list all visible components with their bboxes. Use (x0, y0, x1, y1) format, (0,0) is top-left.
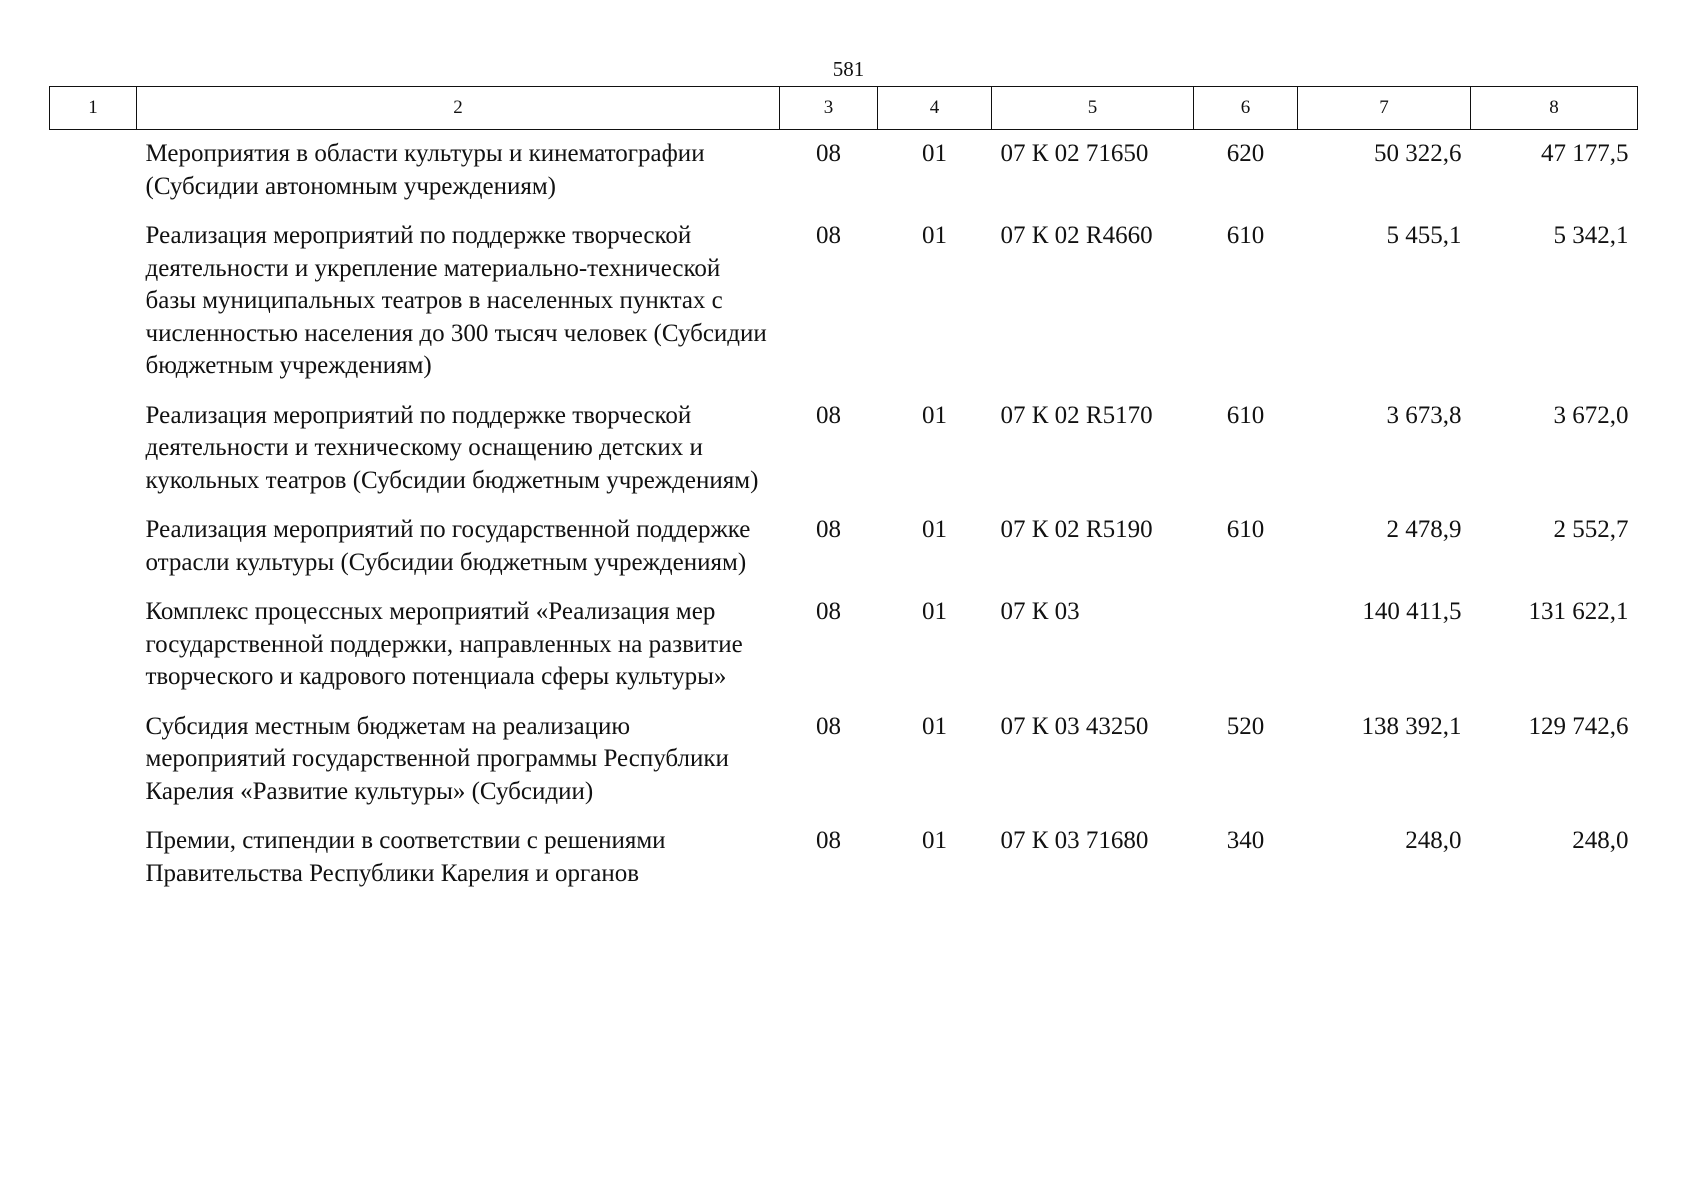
col-1-cell (50, 212, 137, 392)
section-cell: 08 (816, 401, 841, 429)
section-cell: 08 (816, 598, 841, 625)
amount-2-cell: 248,0 (1572, 827, 1629, 854)
amount-2-cell: 2 552,7 (1553, 516, 1629, 543)
budget-table (49, 86, 1638, 899)
table-header (50, 87, 1638, 130)
table-body (50, 130, 1638, 900)
header-col-4: 4 (878, 87, 992, 130)
target-code-cell: 07 К 03 43250 (1000, 712, 1149, 740)
expense-type-cell: 340 (1226, 827, 1265, 854)
subsection-cell: 01 (922, 598, 947, 625)
description-cell: Мероприятия в области культуры и кинематографии (Субсидии автономным учреждениям) (145, 140, 705, 200)
amount-1-cell: 50 322,6 (1374, 140, 1462, 167)
target-code-cell: 07 К 02 R5190 (1000, 516, 1153, 543)
header-col-1: 1 (50, 87, 137, 130)
section-cell: 08 (816, 712, 841, 740)
table-row (50, 588, 1638, 703)
amount-1-cell: 5 455,1 (1386, 222, 1462, 249)
header-col-7: 7 (1298, 87, 1471, 130)
amount-2-cell: 129 742,6 (1528, 712, 1629, 740)
expense-type-cell: 610 (1226, 516, 1265, 543)
amount-1-cell: 138 392,1 (1361, 712, 1462, 740)
description-cell: Комплекс процессных мероприятий «Реализация мер государственной поддержки, направленных на развитие творческого и кадрового потенциала сферы культуры» (145, 598, 743, 690)
expense-type-cell: 620 (1226, 140, 1265, 167)
col-1-cell (50, 703, 137, 818)
table-row (50, 703, 1638, 818)
section-cell: 08 (816, 222, 841, 249)
target-code-cell: 07 К 02 71650 (1000, 140, 1149, 167)
amount-1-cell: 248,0 (1405, 827, 1462, 854)
table-row (50, 212, 1638, 392)
col-1-cell (50, 392, 137, 507)
target-code-cell: 07 К 02 R4660 (1000, 222, 1153, 249)
section-cell: 08 (816, 516, 841, 543)
amount-1-cell: 140 411,5 (1362, 598, 1462, 625)
subsection-cell: 01 (922, 140, 947, 167)
header-col-5: 5 (992, 87, 1194, 130)
table-row (50, 817, 1638, 899)
expense-type-cell (1194, 588, 1298, 703)
expense-type-cell: 610 (1226, 401, 1265, 429)
header-col-2: 2 (137, 87, 780, 130)
subsection-cell: 01 (922, 222, 947, 249)
header-col-8: 8 (1471, 87, 1638, 130)
description-cell: Реализация мероприятий по поддержке творческой деятельности и укрепление материально-технической базы муниципальных театров в населенных пунктах с численностью населения до 300 тысяч человек (Субсидии бюджетным учреждениям) (145, 222, 767, 379)
table-row (50, 130, 1638, 213)
subsection-cell: 01 (922, 827, 947, 854)
col-1-cell (50, 817, 137, 899)
section-cell: 08 (816, 827, 841, 854)
amount-2-cell: 47 177,5 (1541, 140, 1629, 167)
subsection-cell: 01 (922, 712, 947, 740)
target-code-cell: 07 К 03 71680 (1000, 827, 1149, 854)
expense-type-cell: 610 (1226, 222, 1265, 249)
table-row (50, 506, 1638, 588)
col-1-cell (50, 506, 137, 588)
section-cell: 08 (816, 140, 841, 167)
target-code-cell: 07 К 03 (1000, 598, 1080, 625)
subsection-cell: 01 (922, 516, 947, 543)
amount-2-cell: 131 622,1 (1528, 598, 1629, 625)
amount-1-cell: 2 478,9 (1386, 516, 1462, 543)
amount-1-cell: 3 673,8 (1386, 401, 1462, 429)
amount-2-cell: 5 342,1 (1553, 222, 1629, 249)
col-1-cell (50, 588, 137, 703)
header-col-6: 6 (1194, 87, 1298, 130)
table-row (50, 392, 1638, 507)
description-cell: Реализация мероприятий по государственной поддержке отрасли культуры (Субсидии бюджетным учреждениям) (145, 516, 751, 576)
header-row (50, 87, 1638, 130)
description-cell: Реализация мероприятий по поддержке творческой деятельности и техническому оснащению детских и кукольных театров (Субсидии бюджетным учреждениям) (145, 401, 759, 494)
description-cell: Премии, стипендии в соответствии с решениями Правительства Республики Карелия и органов (145, 827, 666, 887)
page-number: 581 (832, 57, 865, 81)
subsection-cell: 01 (922, 401, 947, 429)
col-1-cell (50, 130, 137, 213)
description-cell: Субсидия местным бюджетам на реализацию мероприятий государственной программы Республики Карелия «Развитие культуры» (Субсидии) (145, 712, 729, 805)
header-col-3: 3 (780, 87, 878, 130)
target-code-cell: 07 К 02 R5170 (1000, 401, 1153, 429)
expense-type-cell: 520 (1226, 712, 1265, 740)
amount-2-cell: 3 672,0 (1553, 401, 1629, 429)
